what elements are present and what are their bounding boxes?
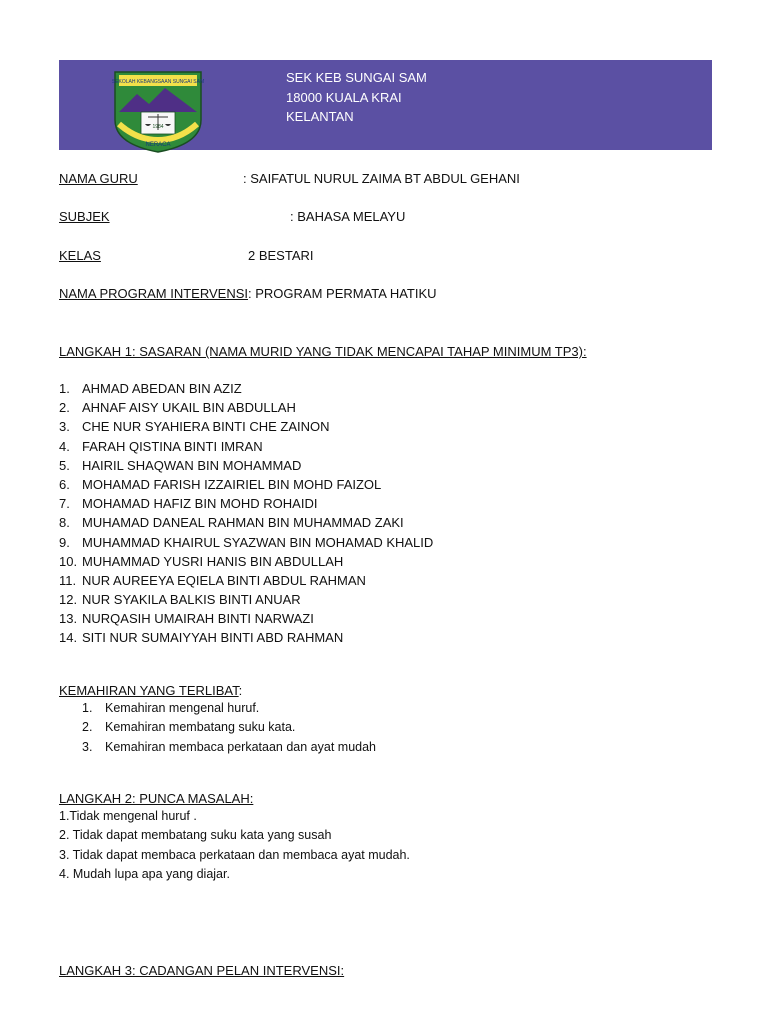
student-list-item bbox=[59, 552, 433, 571]
student-list-item bbox=[59, 475, 433, 494]
student-number: 3. bbox=[59, 419, 70, 435]
student-list-item bbox=[59, 437, 433, 456]
skill-list-item bbox=[82, 718, 376, 737]
cause-list-item: 3. Tidak dapat membaca perkataan dan membaca ayat mudah. bbox=[59, 847, 410, 862]
skills-heading-colon: : bbox=[238, 683, 243, 698]
student-list bbox=[59, 379, 433, 648]
skill-text: Kemahiran membatang suku kata. bbox=[105, 720, 296, 735]
student-name: HAIRIL SHAQWAN BIN MOHAMMAD bbox=[82, 457, 302, 473]
skill-list-item bbox=[82, 699, 376, 718]
causes-list bbox=[59, 807, 410, 884]
student-name: NUR SYAKILA BALKIS BINTI ANUAR bbox=[82, 592, 301, 608]
student-name: NURQASIH UMAIRAH BINTI NARWAZI bbox=[82, 611, 314, 627]
skill-number: 2. bbox=[82, 720, 93, 735]
student-number: 7. bbox=[59, 496, 70, 512]
student-name: SITI NUR SUMAIYYAH BINTI ABD RAHMAN bbox=[82, 630, 344, 646]
student-name: AHNAF AISY UKAIL BIN ABDULLAH bbox=[82, 400, 296, 416]
student-name: MOHAMAD FARISH IZZAIRIEL BIN MOHD FAIZOL bbox=[82, 476, 382, 492]
student-number: 8. bbox=[59, 515, 70, 531]
school-state: KELANTAN bbox=[286, 109, 354, 124]
program-field bbox=[59, 286, 437, 301]
skills-list bbox=[82, 699, 376, 757]
student-list-item bbox=[59, 513, 433, 532]
step3-heading: LANGKAH 3: CADANGAN PELAN INTERVENSI: bbox=[59, 963, 345, 978]
program-label: NAMA PROGRAM INTERVENSI bbox=[59, 286, 249, 301]
skills-heading-row bbox=[59, 683, 242, 698]
student-number: 2. bbox=[59, 400, 70, 416]
cause-list-item: 4. Mudah lupa apa yang diajar. bbox=[59, 866, 230, 881]
student-number: 4. bbox=[59, 438, 70, 454]
student-number: 5. bbox=[59, 457, 70, 473]
school-crest-logo bbox=[109, 68, 207, 154]
student-list-item bbox=[59, 590, 433, 609]
school-address bbox=[286, 68, 427, 127]
skill-number: 3. bbox=[82, 739, 93, 754]
student-number: 12. bbox=[59, 592, 78, 608]
student-number: 11. bbox=[59, 572, 77, 588]
student-list-item bbox=[59, 533, 433, 552]
teacher-name-label: NAMA GURU bbox=[59, 171, 138, 186]
student-list-item bbox=[59, 609, 433, 628]
subject-label: SUBJEK bbox=[59, 209, 110, 224]
program-value: : PROGRAM PERMATA HATIKU bbox=[248, 286, 437, 301]
student-number: 9. bbox=[59, 534, 70, 550]
class-value: 2 BESTARI bbox=[248, 248, 314, 263]
school-name: SEK KEB SUNGAI SAM bbox=[286, 70, 427, 85]
student-list-item bbox=[59, 379, 433, 398]
student-name: FARAH QISTINA BINTI IMRAN bbox=[82, 438, 263, 454]
student-name: AHMAD ABEDAN BIN AZIZ bbox=[82, 381, 242, 396]
step2-heading: LANGKAH 2: PUNCA MASALAH: bbox=[59, 791, 254, 806]
student-list-item bbox=[59, 417, 433, 436]
student-number: 13. bbox=[59, 611, 78, 627]
teacher-name-value: : SAIFATUL NURUL ZAIMA BT ABDUL GEHANI bbox=[243, 171, 520, 186]
student-list-item bbox=[59, 456, 433, 475]
student-list-item bbox=[59, 398, 433, 417]
student-number: 1. bbox=[59, 381, 70, 396]
skill-list-item bbox=[82, 738, 376, 757]
student-list-item bbox=[59, 628, 433, 647]
student-list-item bbox=[59, 494, 433, 513]
student-number: 6. bbox=[59, 476, 70, 492]
cause-list-item: 1.Tidak mengenal huruf . bbox=[59, 809, 197, 823]
student-name: NUR AUREEYA EQIELA BINTI ABDUL RAHMAN bbox=[82, 572, 366, 588]
school-postcode-city: 18000 KUALA KRAI bbox=[286, 89, 402, 105]
svg-text:NERACA: NERACA bbox=[145, 142, 171, 148]
student-name: MOHAMAD HAFIZ BIN MOHD ROHAIDI bbox=[82, 496, 318, 512]
student-name: MUHAMMAD YUSRI HANIS BIN ABDULLAH bbox=[82, 553, 344, 569]
student-list-item bbox=[59, 571, 433, 590]
skill-text: Kemahiran membaca perkataan dan ayat mudah bbox=[105, 739, 376, 754]
skill-number: 1. bbox=[82, 701, 93, 715]
skills-heading: KEMAHIRAN YANG TERLIBAT bbox=[59, 683, 239, 698]
step1-heading: LANGKAH 1: SASARAN (NAMA MURID YANG TIDAK MENCAPAI TAHAP MINIMUM TP3): bbox=[59, 344, 587, 359]
student-name: MUHAMAD DANEAL RAHMAN BIN MUHAMMAD ZAKI bbox=[82, 515, 404, 531]
skill-text: Kemahiran mengenal huruf. bbox=[105, 701, 260, 715]
student-name: CHE NUR SYAHIERA BINTI CHE ZAINON bbox=[82, 419, 330, 435]
class-label: KELAS bbox=[59, 248, 101, 263]
cause-list-item: 2. Tidak dapat membatang suku kata yang susah bbox=[59, 828, 332, 843]
student-number: 14. bbox=[59, 630, 78, 646]
subject-value: : BAHASA MELAYU bbox=[290, 209, 406, 224]
school-header-banner bbox=[59, 60, 712, 150]
svg-text:SEKOLAH KEBANGSAAN SUNGAI SAM: SEKOLAH KEBANGSAAN SUNGAI SAM bbox=[111, 79, 205, 85]
student-number: 10. bbox=[59, 553, 78, 569]
student-name: MUHAMMAD KHAIRUL SYAZWAN BIN MOHAMAD KHALID bbox=[82, 534, 434, 550]
svg-text:1984: 1984 bbox=[152, 124, 164, 130]
